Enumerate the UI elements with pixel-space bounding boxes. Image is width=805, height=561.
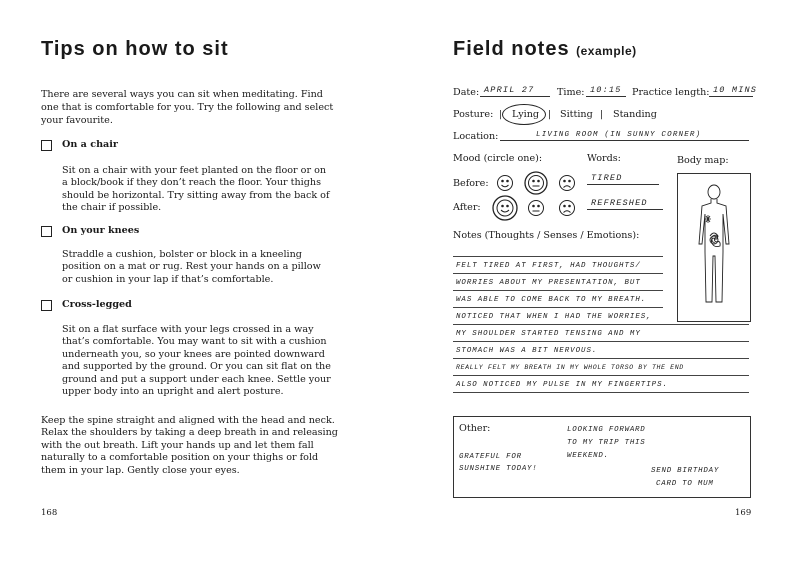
practice-length-label: Practice length: — [632, 87, 710, 98]
sad-face-icon — [560, 176, 575, 191]
date-value: APRIL 27 — [484, 85, 535, 95]
option-heading: On a chair — [62, 139, 118, 150]
neutral-face-icon-circled — [525, 172, 547, 194]
separator: | — [499, 109, 503, 120]
happy-face-icon — [498, 176, 513, 191]
tension-mark-icon — [705, 215, 711, 223]
date-field[interactable] — [480, 84, 550, 97]
words-label: Words: — [587, 153, 621, 164]
other-label: Other: — [459, 423, 491, 434]
stomach-scribble-icon — [710, 233, 720, 247]
checkbox[interactable] — [41, 300, 52, 311]
notes-label: Notes (Thoughts / Senses / Emotions): — [453, 230, 640, 241]
separator: | — [548, 109, 552, 120]
checkbox[interactable] — [41, 140, 52, 151]
other-note-birthday-1: SEND BIRTHDAY — [651, 467, 720, 475]
posture-label: Posture: — [453, 109, 494, 120]
happy-face-icon-circled — [493, 196, 517, 220]
left-page-title: Tips on how to sit — [41, 38, 229, 60]
notes-line — [453, 392, 749, 393]
posture-option-lying[interactable]: Lying — [512, 109, 540, 120]
notes-line — [453, 341, 749, 342]
option-heading: On your knees — [62, 225, 140, 236]
notes-line — [453, 358, 749, 359]
location-value: LIVING ROOM (IN SUNNY CORNER) — [536, 131, 702, 139]
other-note-forward-2: TO MY TRIP THIS — [567, 439, 646, 447]
notes-line — [453, 375, 749, 376]
body-map-label: Body map: — [677, 155, 729, 166]
other-note-grateful-2: SUNSHINE TODAY! — [459, 465, 538, 473]
page-number-left: 168 — [41, 508, 58, 518]
other-note-birthday-2: CARD TO MUM — [656, 480, 714, 488]
option-body: Sit on a chair with your feet planted on the floor or on a block/book if they don’t reach the floor. Your thighs should be horizontal. Try sitting away from the back of the chair if possible. — [62, 165, 330, 214]
time-field[interactable] — [586, 84, 626, 97]
note-line-2: WORRIES ABOUT MY PRESENTATION, BUT — [456, 279, 641, 287]
before-label: Before: — [453, 178, 489, 189]
other-note-grateful-1: GRATEFUL FOR — [459, 453, 522, 461]
checkbox[interactable] — [41, 226, 52, 237]
body-outline-icon — [678, 174, 750, 321]
before-word-value: TIRED — [591, 173, 623, 183]
separator: | — [600, 109, 604, 120]
notes-line — [453, 290, 663, 291]
practice-length-value: 10 MINS — [713, 85, 758, 95]
intro-paragraph: There are several ways you can sit when meditating. Find one that is comfortable for you. Try the following and select your favourite. — [41, 89, 334, 126]
location-field[interactable] — [500, 128, 749, 141]
date-label: Date: — [453, 87, 480, 98]
title-main: Field notes — [453, 38, 570, 60]
note-line-4: NOTICED THAT WHEN I HAD THE WORRIES, — [456, 313, 652, 321]
practice-length-field[interactable] — [709, 84, 758, 97]
after-mood-faces[interactable] — [488, 193, 582, 223]
note-line-5: MY SHOULDER STARTED TENSING AND MY — [456, 330, 641, 338]
sad-face-icon — [560, 201, 575, 216]
notes-line — [453, 256, 663, 257]
notes-line — [453, 307, 663, 308]
location-label: Location: — [453, 131, 499, 142]
note-line-6: STOMACH WAS A BIT NERVOUS. — [456, 347, 598, 355]
right-page-title — [453, 38, 637, 61]
after-word-value: REFRESHED — [591, 198, 648, 208]
mood-label: Mood (circle one): — [453, 153, 543, 164]
option-body: Sit on a flat surface with your legs crossed in a way that’s comfortable. You may want to sit with a cushion underneath you, so your knees are pointed downward and supported by the ground. Or you can sit flat on the ground and put a support under each knee. Settle your upper body into an upright and alert posture. — [62, 324, 331, 398]
note-line-1: FELT TIRED AT FIRST, HAD THOUGHTS/ — [456, 262, 641, 270]
neutral-face-icon — [529, 201, 544, 216]
posture-option-sitting[interactable]: Sitting — [560, 109, 593, 120]
after-label: After: — [453, 202, 481, 213]
after-word-field[interactable] — [587, 197, 663, 210]
option-body: Straddle a cushion, bolster or block in a kneeling position on a mat or rug. Rest your hands on a pillow or cushion in your lap if that’s comfortable. — [62, 249, 321, 285]
posture-option-standing[interactable]: Standing — [613, 109, 657, 120]
note-line-7: REALLY FELT MY BREATH IN MY WHOLE TORSO BY THE END — [456, 364, 684, 371]
notes-line — [453, 273, 663, 274]
page-number-right: 169 — [735, 508, 752, 518]
body-map-box[interactable] — [677, 173, 751, 322]
time-label: Time: — [557, 87, 585, 98]
other-note-forward-3: WEEKEND. — [567, 452, 609, 460]
before-word-field[interactable] — [587, 172, 659, 185]
notes-line — [453, 324, 749, 325]
other-note-forward-1: LOOKING FORWARD — [567, 426, 646, 434]
note-line-3: WAS ABLE TO COME BACK TO MY BREATH. — [456, 296, 647, 304]
time-value: 10:15 — [590, 85, 622, 95]
outro-paragraph: Keep the spine straight and aligned with the head and neck. Relax the shoulders by taking a deep breath in and releasing with the out breath. Lift your hands up and let them fall naturally to a comfortable position on your thighs or fold them in your lap. Gently close your eyes. — [41, 415, 338, 476]
note-line-8: ALSO NOTICED MY PULSE IN MY FINGERTIPS. — [456, 381, 668, 389]
option-heading: Cross-legged — [62, 299, 132, 310]
title-suffix: (example) — [576, 44, 637, 58]
